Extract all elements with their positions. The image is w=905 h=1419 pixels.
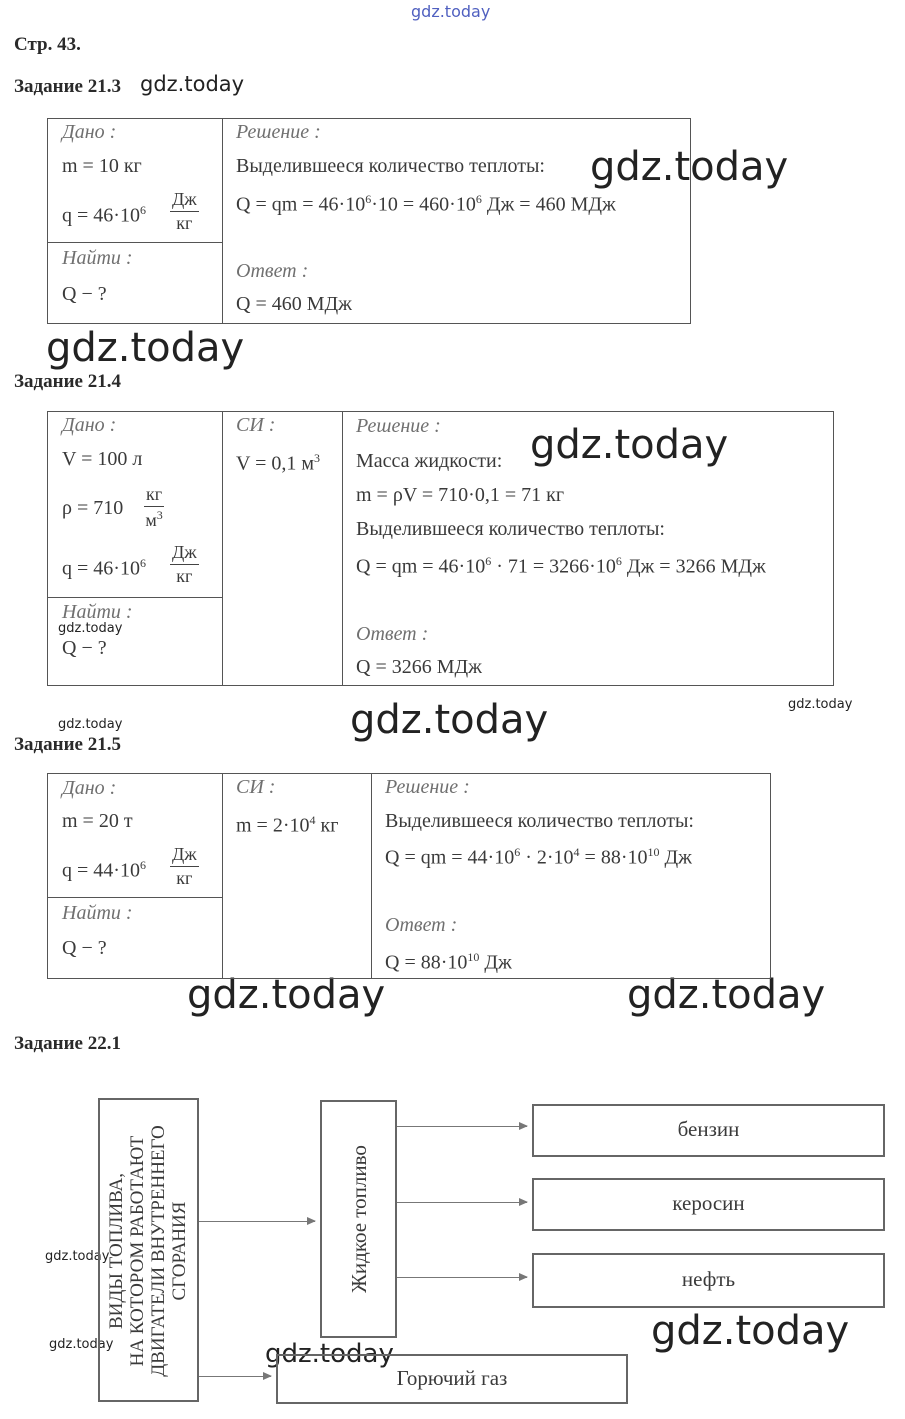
solution-line: m = ρV = 710·0,1 = 71 кг [356, 484, 565, 506]
gas-label: Горючий газ [396, 1366, 508, 1390]
table-divider [47, 597, 222, 598]
watermark: gdz.today [46, 325, 245, 371]
table-divider [222, 118, 223, 324]
given-heat-value: $q = 46\cdot 10^6$ [62, 203, 146, 227]
find-value: Q − ? [62, 937, 107, 959]
watermark: gdz.today [187, 972, 386, 1018]
task-heading: Задание 21.3 [14, 76, 121, 97]
table-divider [222, 773, 223, 979]
answer-value: Q = 3266 МДж [356, 656, 482, 678]
diagram-arrow [397, 1126, 527, 1127]
diagram-root-text: ВИДЫ ТОПЛИВА, НА КОТОРОМ РАБОТАЮТ ДВИГАТЕЛИ ВНУТРЕННЕГО СГОРАНИЯ [106, 1125, 190, 1377]
si-volume: V = 0,1 $м^3$ [236, 451, 321, 475]
watermark: gdz.today [530, 422, 729, 468]
diagram-liquid-fuel-label: Жидкое топливо [347, 1145, 371, 1293]
task-heading: Задание 21.4 [14, 371, 121, 392]
watermark: gdz.today [265, 1339, 394, 1369]
watermark: gdz.today [627, 972, 826, 1018]
fuel-label: нефть [681, 1267, 736, 1291]
watermark: gdz.today [58, 621, 123, 636]
diagram-gas-box [276, 1354, 628, 1404]
watermark-top: gdz.today [411, 2, 491, 21]
given-density: ρ = 710 [62, 497, 124, 519]
solution-label: Решение : [236, 121, 321, 143]
find-label: Найти : [62, 601, 133, 623]
solution-equation: Q = qm = $46\cdot 10^6 \cdot 71 = 3266\cdot 10^6$ Дж = 3266 МДж [356, 554, 766, 578]
watermark: gdz.today [49, 1337, 114, 1352]
find-label: Найти : [62, 247, 133, 269]
unit-fraction: Дж кг [172, 542, 197, 586]
table-divider [222, 411, 223, 686]
diagram-arrow [397, 1277, 527, 1278]
answer-value: Q = 460 МДж [236, 293, 352, 315]
watermark: gdz.today [45, 1249, 110, 1264]
diagram-arrow [199, 1376, 271, 1377]
solution-line: Масса жидкости: [356, 450, 503, 472]
given-mass: m = 20 т [62, 810, 133, 832]
given-heat-value: $q = 46\cdot 10^6$ [62, 556, 146, 580]
solution-line: Выделившееся количество теплоты: [236, 155, 545, 177]
diagram-root-box [98, 1098, 199, 1402]
task-21-5-table [47, 773, 771, 979]
si-mass: $m = 2\cdot 10^4$ кг [236, 813, 339, 837]
watermark: gdz.today [140, 72, 245, 96]
answer-value: $Q = 88\cdot 10^{10}$ Дж [385, 950, 512, 974]
given-label: Дано : [62, 777, 117, 799]
diagram-fuel-box-oil [532, 1253, 885, 1308]
diagram-fuel-box-kerosene [532, 1178, 885, 1231]
given-volume: V = 100 л [62, 448, 143, 470]
find-label: Найти : [62, 902, 133, 924]
diagram-fuel-box-gasoline [532, 1104, 885, 1157]
fuel-label: керосин [672, 1191, 745, 1215]
si-label: СИ : [236, 776, 276, 798]
table-divider [47, 242, 222, 243]
fuel-label: бензин [677, 1117, 740, 1141]
page-label: Стр. 43. [14, 34, 81, 55]
watermark: gdz.today [590, 144, 789, 190]
watermark: gdz.today [651, 1308, 850, 1354]
solution-equation: Q = qm = $46\cdot 10^6\cdot 10 = 460\cdot 10^6$ Дж = 460 МДж [236, 192, 616, 216]
answer-label: Ответ : [385, 914, 458, 936]
watermark: gdz.today [58, 717, 123, 732]
given-mass: m = 10 кг [62, 155, 142, 177]
watermark: gdz.today [350, 697, 549, 743]
solution-label: Решение : [356, 415, 441, 437]
find-value: Q − ? [62, 283, 107, 305]
unit-fraction: Дж кг [172, 844, 197, 888]
table-divider [342, 411, 343, 686]
unit-fraction: Дж кг [172, 189, 197, 233]
given-heat-value: $q = 44\cdot 10^6$ [62, 858, 146, 882]
si-label: СИ : [236, 414, 276, 436]
unit-fraction: кг $м^3$ [145, 484, 163, 530]
answer-label: Ответ : [356, 623, 429, 645]
diagram-arrow [199, 1221, 315, 1222]
given-label: Дано : [62, 414, 117, 436]
solution-line: Выделившееся количество теплоты: [356, 518, 665, 540]
solution-line: Выделившееся количество теплоты: [385, 810, 694, 832]
diagram-liquid-fuel-box [320, 1100, 397, 1338]
find-value: Q − ? [62, 637, 107, 659]
task-heading: Задание 22.1 [14, 1033, 121, 1054]
answer-label: Ответ : [236, 260, 309, 282]
watermark: gdz.today [788, 697, 853, 712]
table-divider [371, 773, 372, 979]
table-divider [47, 897, 222, 898]
given-label: Дано : [62, 121, 117, 143]
diagram-arrow [397, 1202, 527, 1203]
task-heading: Задание 21.5 [14, 734, 121, 755]
solution-equation: Q = qm = $44\cdot 10^6 \cdot 2\cdot 10^4 = 88\cdot 10^{10}$ Дж [385, 845, 692, 869]
solution-label: Решение : [385, 776, 470, 798]
